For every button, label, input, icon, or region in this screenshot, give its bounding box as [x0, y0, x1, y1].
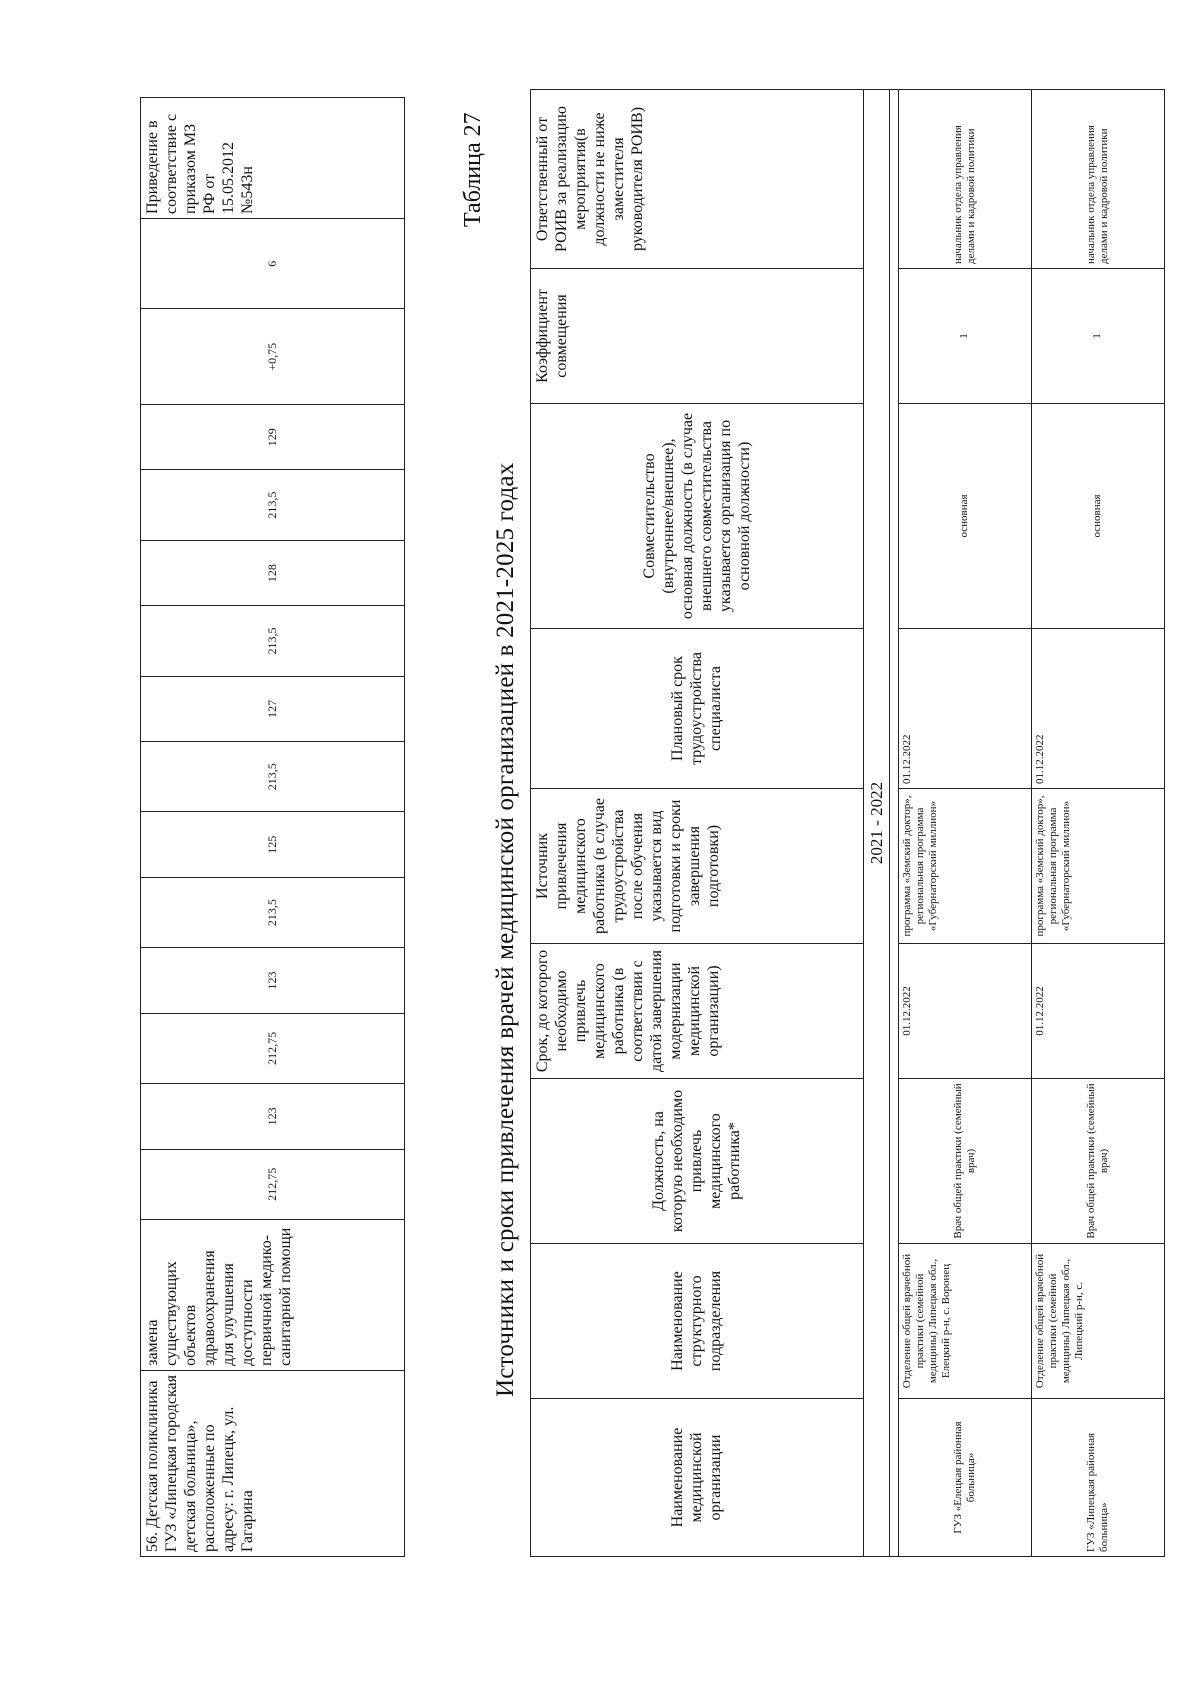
row-planned: 01.12.2022	[898, 629, 1031, 789]
header-deadline: Срок, до которого необходимо привлечь медицинского работника (в соответствии с датой завершения модернизации медицинской организации)	[531, 944, 864, 1079]
header-combination: Совместительство (внутреннее/внешнее), основная должность (в случае внешнего совместительства указывается организация по основной должности)	[531, 404, 864, 629]
row-combination: основная	[1031, 404, 1164, 629]
value-cell: 123	[141, 1084, 405, 1149]
value-cell: 213,5	[141, 606, 405, 676]
value-cell: 213,5	[141, 470, 405, 540]
header-planned: Плановый срок трудоустройства специалиста	[531, 629, 864, 789]
row-deadline: 01.12.2022	[898, 944, 1031, 1079]
row-responsible: начальник отдела управления делами и кадровой политики	[898, 90, 1031, 269]
row-unit: Отделение общей врачебной практики (семейной медицины) Липецкая обл., Липецкий р-н, с.	[1031, 1244, 1164, 1399]
row-position: Врач общей практики (семейный врач)	[898, 1079, 1031, 1244]
header-position: Должность, на которую необходимо привлечь медицинского работника*	[531, 1079, 864, 1244]
row-combination: основная	[898, 404, 1031, 629]
table-row	[898, 90, 1031, 1557]
row-coef: 1	[898, 269, 1031, 404]
row-org: ГУЗ «Липецкая районная больница»	[1031, 1399, 1164, 1557]
spacer-row	[890, 90, 899, 1557]
value-cell: 127	[141, 676, 405, 741]
value-cell: 129	[141, 405, 405, 470]
header-coef: Коэффициент совмещения	[531, 269, 864, 404]
continuation-table	[140, 97, 405, 1557]
header-source: Источник привлечения медицинского работника (в случае трудоустройства после обучения указывается вид подготовки и сроки завершения подготовки)	[531, 789, 864, 944]
count-cell: 6	[141, 218, 405, 309]
row-org: ГУЗ «Елецкая районная больница»	[898, 1399, 1031, 1557]
value-cell: 212,75	[141, 1013, 405, 1083]
year-group-row: 2021 - 2022	[863, 90, 890, 1557]
table-number: Таблица 27	[460, 112, 486, 227]
purpose-cell: замена существующих объектов здравоохранения для улучшения доступности первичной медико-санитарной помощи	[141, 1219, 405, 1370]
row-deadline: 01.12.2022	[1031, 944, 1164, 1079]
row-planned: 01.12.2022	[1031, 629, 1164, 789]
row-coef: 1	[1031, 269, 1164, 404]
row-responsible: начальник отдела управления делами и кадровой политики	[1031, 90, 1164, 269]
delta-cell: +0,75	[141, 309, 405, 405]
table-row	[1031, 90, 1164, 1557]
header-org: Наименование медицинской организации	[531, 1399, 864, 1557]
value-cell: 212,75	[141, 1149, 405, 1219]
value-cell: 213,5	[141, 877, 405, 947]
row-position: Врач общей практики (семейный врач)	[1031, 1079, 1164, 1244]
value-cell: 213,5	[141, 742, 405, 812]
row-source: программа «Земский доктор», региональная программа «Губернаторский миллион»	[898, 789, 1031, 944]
table-title: Источники и сроки привлечения врачей медицинской организацией в 2021-2025 годах	[492, 462, 519, 1397]
value-cell: 123	[141, 948, 405, 1013]
note-cell: Приведение в соответствие с приказом МЗ РФ от 15.05.2012 №543н	[141, 98, 405, 219]
row-unit: Отделение общей врачебной практики (семейной медицины) Липецкая обл., Елецкий р-н, с. Воронец	[898, 1244, 1031, 1399]
value-cell: 128	[141, 540, 405, 605]
value-cell: 125	[141, 812, 405, 877]
header-responsible: Ответственный от РОИВ за реализацию мероприятия(в должности не ниже заместителя руководителя РОИВ)	[531, 90, 864, 269]
header-unit: Наименование структурного подразделения	[531, 1244, 864, 1399]
org-cell: 56. Детская поликлиника ГУЗ «Липецкая городская детская больница», расположенные по адресу: г. Липецк, ул. Гагарина	[141, 1370, 405, 1556]
row-source: программа «Земский доктор», региональная программа «Губернаторский миллион»	[1031, 789, 1164, 944]
doctors-sources-table	[530, 89, 1165, 1557]
